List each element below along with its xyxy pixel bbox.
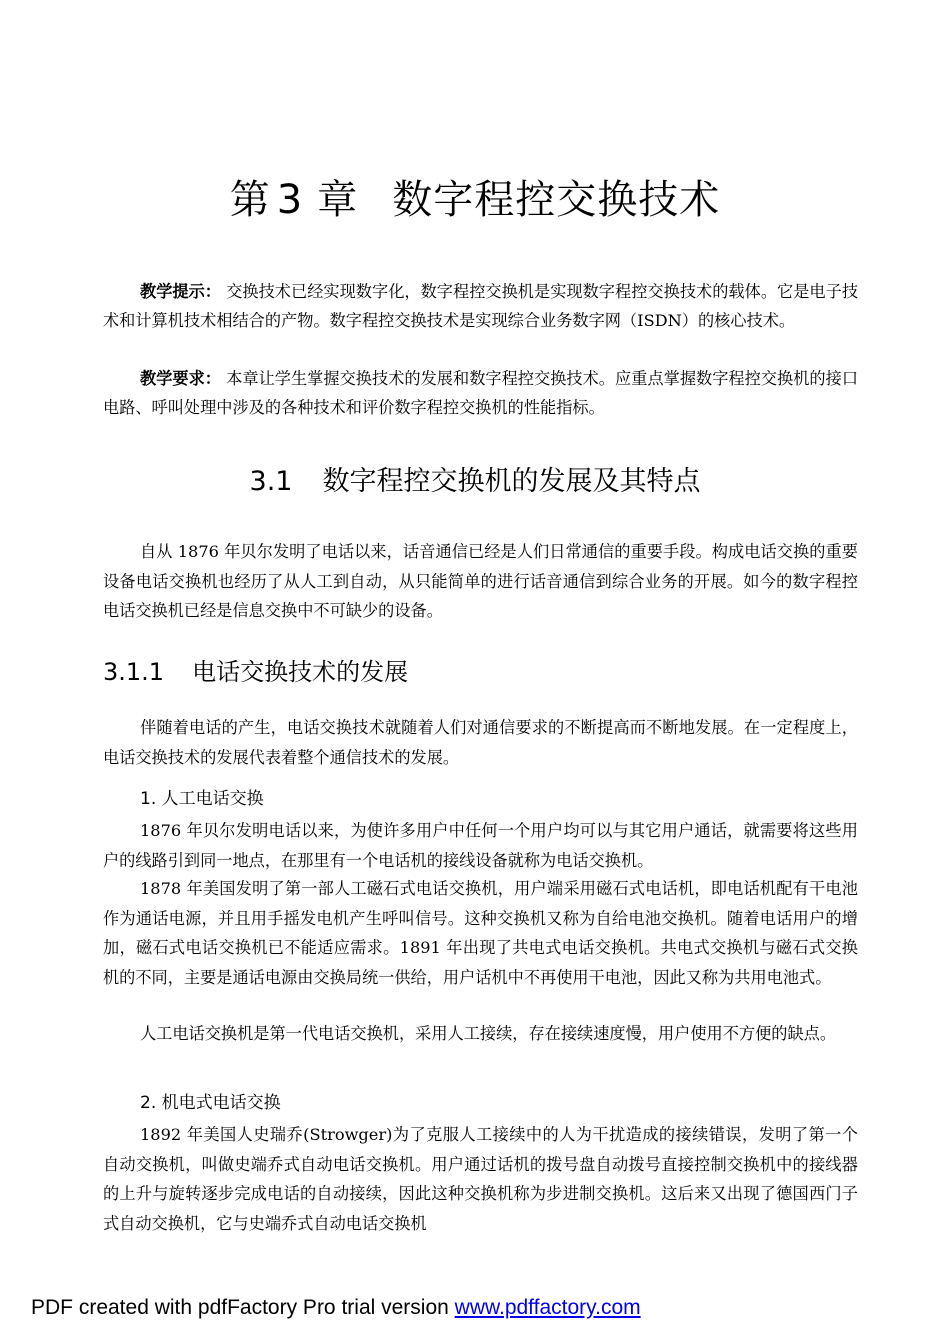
teaching-hint-label: 教学提示： [140,282,222,301]
section-heading [0,459,950,498]
teaching-hint-text: 交换技术已经实现数字化，数字程控交换机是实现数字程控交换技术的载体。它是电子技术和计算机技术相结合的产物。数字程控交换技术是实现综合业务数字网（ISDN）的核心技术。 [103,282,859,331]
chapter-number: 3 [276,177,304,223]
section-number: 3.1 [249,466,293,497]
paragraph: 1892 年美国人史瑞乔(Strowger)为了克服人工接续中的人为干扰造成的接续错误，发明了第一个自动交换机，叫做史端乔式自动电话交换机。用户通过话机的拨号盘自动拨号直接控制交换机中的接线器的上升与旋转逐步完成电话的自动接续，因此这种交换机称为步进制交换机。这后来又出现了德国西门子式自动交换机，它与史端乔式自动电话交换机 [103,1125,858,1233]
section-title: 数字程控交换机的发展及其特点 [322,466,701,497]
item-heading-electromechanical-switching: 2. 机电式电话交换 [140,1093,281,1113]
teaching-requirement [103,364,858,423]
teaching-requirement-text: 本章让学生掌握交换技术的发展和数字程控交换技术。应重点掌握数字程控交换机的接口电路、呼叫处理中涉及的各种技术和评价数字程控交换机的性能指标。 [103,369,859,418]
section-intro-paragraph: 自从 1876 年贝尔发明了电话以来，话音通信已经是人们日常通信的重要手段。构成电话交换的重要设备电话交换机也经历了从人工到自动，从只能简单的进行话音通信到综合业务的开展。如今的数字程控电话交换机已经是信息交换中不可缺少的设备。 [103,542,858,620]
teaching-hint [103,277,858,336]
chapter-title [0,168,950,225]
chapter-name: 数字程控交换技术 [392,177,721,223]
pdffactory-link[interactable]: www.pdffactory.com [454,1296,641,1319]
pdf-footer [31,1296,641,1320]
subsection-intro-paragraph: 伴随着电话的产生，电话交换技术就随着人们对通信要求的不断提高而不断地发展。在一定程度上，电话交换技术的发展代表着整个通信技术的发展。 [103,718,858,767]
paragraph: 1876 年贝尔发明电话以来，为使许多用户中任何一个用户均可以与其它用户通话，就需要将这些用户的线路引到同一地点，在那里有一个电话机的接线设备就称为电话交换机。 [103,821,858,870]
chapter-prefix: 第 [229,177,271,223]
item-heading-manual-switching: 1. 人工电话交换 [140,789,264,809]
subsection-title: 电话交换技术的发展 [192,658,409,686]
chapter-suffix: 章 [317,177,359,223]
teaching-requirement-label: 教学要求： [140,369,222,388]
footer-text: PDF created with pdfFactory Pro trial version [31,1296,455,1319]
paragraph: 人工电话交换机是第一代电话交换机，采用人工接续，存在接续速度慢，用户使用不方便的缺点。 [140,1024,837,1043]
subsection-heading [103,652,408,687]
subsection-number: 3.1.1 [103,658,165,686]
paragraph: 1878 年美国发明了第一部人工磁石式电话交换机，用户端采用磁石式电话机，即电话机配有干电池作为通话电源，并且用手摇发电机产生呼叫信号。这种交换机又称为自给电池交换机。随着电话用户的增加，磁石式电话交换机已不能适应需求。1891 年出现了共电式电话交换机。共电式交换机与磁石式交换机的不同，主要是通话电源由交换局统一供给，用户话机中不再使用干电池，因此又称为共用电池式。 [103,879,858,987]
